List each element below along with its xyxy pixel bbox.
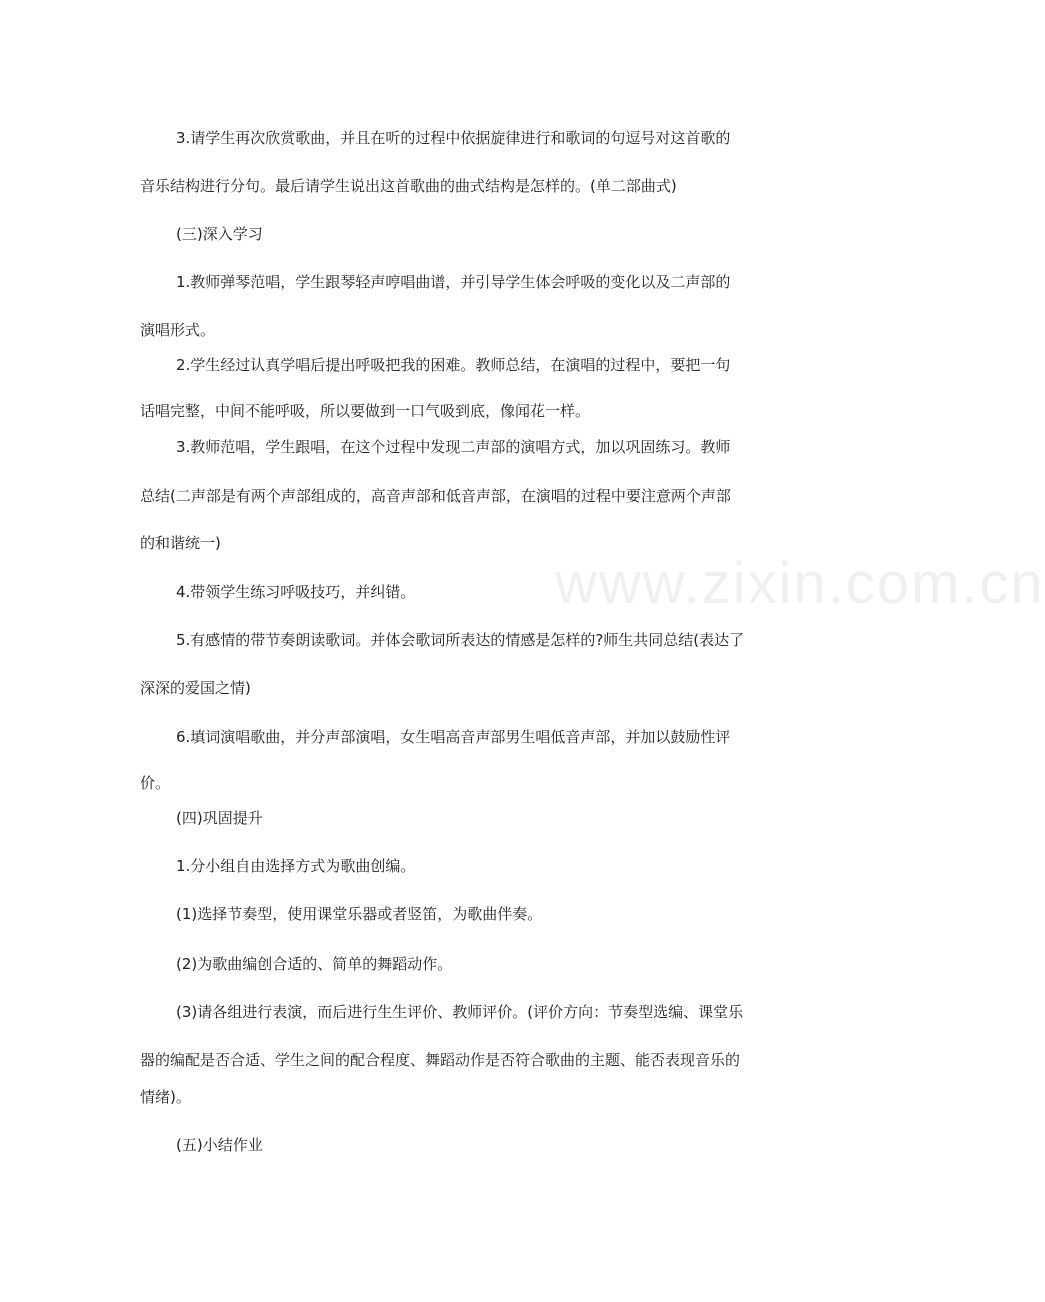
- paragraph-line: 价。: [140, 774, 171, 792]
- paragraph-line: 3.请学生再次欣赏歌曲，并且在听的过程中依据旋律进行和歌词的句逗号对这首歌的: [176, 129, 731, 147]
- watermark: www.zixin.com.cn: [555, 551, 1045, 616]
- paragraph-line: 1.分小组自由选择方式为歌曲创编。: [176, 857, 416, 875]
- paragraph-line: 6.填词演唱歌曲，并分声部演唱，女生唱高音声部男生唱低音声部，并加以鼓励性评: [176, 728, 731, 746]
- paragraph-line: (3)请各组进行表演，而后进行生生评价、教师评价。(评价方向：节奏型选编、课堂乐: [176, 1003, 744, 1021]
- paragraph-line: 总结(二声部是有两个声部组成的，高音声部和低音声部，在演唱的过程中要注意两个声部: [140, 487, 731, 505]
- paragraph-line: 话唱完整，中间不能呼吸，所以要做到一口气吸到底，像闻花一样。: [140, 402, 591, 420]
- paragraph-line: 3.教师范唱，学生跟唱，在这个过程中发现二声部的演唱方式，加以巩固练习。教师: [176, 438, 731, 456]
- section-heading: (三)深入学习: [176, 225, 263, 243]
- paragraph-line: (2)为歌曲编创合适的、简单的舞蹈动作。: [176, 955, 453, 973]
- paragraph-line: 情绪)。: [140, 1088, 191, 1106]
- paragraph-line: 4.带领学生练习呼吸技巧，并纠错。: [176, 583, 416, 601]
- section-heading: (四)巩固提升: [176, 809, 263, 827]
- paragraph-line: 1.教师弹琴范唱，学生跟琴轻声哼唱曲谱，并引导学生体会呼吸的变化以及二声部的: [176, 273, 731, 291]
- paragraph-line: (1)选择节奏型，使用课堂乐器或者竖笛，为歌曲伴奏。: [176, 905, 543, 923]
- paragraph-line: 演唱形式。: [140, 321, 216, 339]
- paragraph-line: 的和谐统一): [140, 534, 221, 552]
- paragraph-line: 音乐结构进行分句。最后请学生说出这首歌曲的曲式结构是怎样的。(单二部曲式): [140, 177, 677, 195]
- paragraph-line: 深深的爱国之情): [140, 679, 251, 697]
- paragraph-line: 器的编配是否合适、学生之间的配合程度、舞蹈动作是否符合歌曲的主题、能否表现音乐的: [140, 1051, 741, 1069]
- section-heading: (五)小结作业: [176, 1136, 263, 1154]
- paragraph-line: 2.学生经过认真学唱后提出呼吸把我的困难。教师总结，在演唱的过程中，要把一句: [176, 356, 731, 374]
- paragraph-line: 5.有感情的带节奏朗读歌词。并体会歌词所表达的情感是怎样的?师生共同总结(表达了: [176, 631, 745, 649]
